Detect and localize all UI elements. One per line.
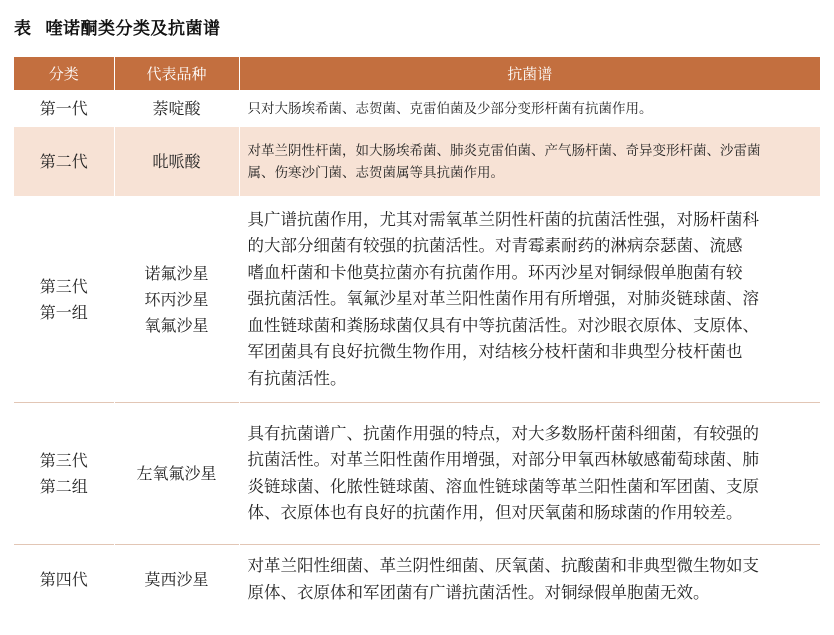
drug-name: 环丙沙星: [144, 289, 209, 309]
spectrum-line: 有抗菌活性。: [247, 368, 347, 388]
spectrum-line: 对革兰阴性杆菌，如大肠埃希菌、肺炎克雷伯菌、产气肠杆菌、奇异变形杆菌、沙雷菌: [247, 142, 761, 159]
generation-cell: [14, 127, 114, 197]
drug-name: 左氧氟沙星: [136, 463, 217, 483]
table-row-gen4: [14, 545, 820, 615]
caption-title: 喹诺酮类分类及抗菌谱: [45, 19, 221, 39]
quinolone-classification-table: [14, 57, 820, 615]
spectrum-line: 体、衣原体也有良好的抗菌作用，但对厌氧菌和肠球菌的作用较差。: [247, 502, 743, 522]
spectrum-line: 的大部分细菌有较强的抗菌活性。对青霉素耐药的淋病奈瑟菌、流感: [247, 236, 743, 256]
spectrum-cell: [239, 197, 820, 403]
generation-cell: [14, 91, 114, 127]
drug-cell: [114, 127, 239, 197]
drug-name: 萘啶酸: [152, 98, 201, 118]
spectrum-cell: [239, 91, 820, 127]
spectrum-cell: [239, 403, 820, 545]
spectrum-line: 军团菌具有良好抗微生物作用，对结核分枝杆菌和非典型分枝杆菌也: [247, 342, 743, 362]
spectrum-line: 血性链球菌和粪肠球菌仅具有中等抗菌活性。对沙眼衣原体、支原体、: [247, 315, 759, 335]
generation-text: 第三代: [39, 276, 88, 296]
table-row-gen3-group1: [14, 197, 820, 403]
spectrum-line: 具有抗菌谱广、抗菌作用强的特点，对大多数肠杆菌科细菌，有较强的: [247, 423, 759, 443]
header-antibacterial-spectrum: 抗菌谱: [239, 57, 820, 91]
spectrum-cell: [239, 545, 820, 615]
header-classification: 分类: [14, 57, 114, 91]
drug-cell: [114, 403, 239, 545]
drug-name: 氧氟沙星: [144, 315, 209, 335]
spectrum-line: 强抗菌活性。氧氟沙星对革兰阳性菌作用有所增强，对肺炎链球菌、溶: [247, 289, 759, 309]
spectrum-line: 抗菌活性。对革兰阳性菌作用增强，对部分甲氧西林敏感葡萄球菌、肺: [247, 450, 759, 470]
spectrum-cell: [239, 127, 820, 197]
caption-label: 表: [14, 19, 32, 39]
table-header-row: [14, 57, 820, 91]
drug-cell: [114, 197, 239, 403]
table-caption: [14, 14, 221, 39]
spectrum-line: 嗜血杆菌和卡他莫拉菌亦有抗菌作用。环丙沙星对铜绿假单胞菌有较: [247, 262, 743, 282]
spectrum-line: 原体、衣原体和军团菌有广谱抗菌活性。对铜绿假单胞菌无效。: [247, 582, 710, 602]
generation-text: 第三代: [39, 450, 88, 470]
drug-cell: [114, 91, 239, 127]
generation-group-text: 第一组: [39, 302, 88, 322]
drug-name: 吡哌酸: [152, 151, 201, 171]
generation-text: 第四代: [39, 569, 88, 589]
generation-cell: [14, 545, 114, 615]
generation-cell: [14, 197, 114, 403]
spectrum-line: 属、伤寒沙门菌、志贺菌属等具抗菌作用。: [247, 164, 504, 181]
drug-name: 诺氟沙星: [144, 263, 209, 283]
drug-cell: [114, 545, 239, 615]
generation-cell: [14, 403, 114, 545]
spectrum-line: 炎链球菌、化脓性链球菌、溶血性链球菌等革兰阳性菌和军团菌、支原: [247, 476, 759, 496]
spectrum-line: 只对大肠埃希菌、志贺菌、克雷伯菌及少部分变形杆菌有抗菌作用。: [247, 100, 653, 117]
spectrum-line: 对革兰阳性细菌、革兰阴性细菌、厌氧菌、抗酸菌和非典型微生物如支: [247, 556, 759, 576]
generation-text: 第一代: [39, 98, 88, 118]
table-row-gen1: [14, 91, 820, 127]
generation-text: 第二代: [39, 151, 88, 171]
header-representative-drug: 代表品种: [114, 57, 239, 91]
drug-name: 莫西沙星: [144, 569, 209, 589]
generation-group-text: 第二组: [39, 476, 88, 496]
table-row-gen3-group2: [14, 403, 820, 545]
table-row-gen2: [14, 127, 820, 197]
spectrum-line: 具广谱抗菌作用，尤其对需氧革兰阴性杆菌的抗菌活性强，对肠杆菌科: [247, 210, 759, 230]
